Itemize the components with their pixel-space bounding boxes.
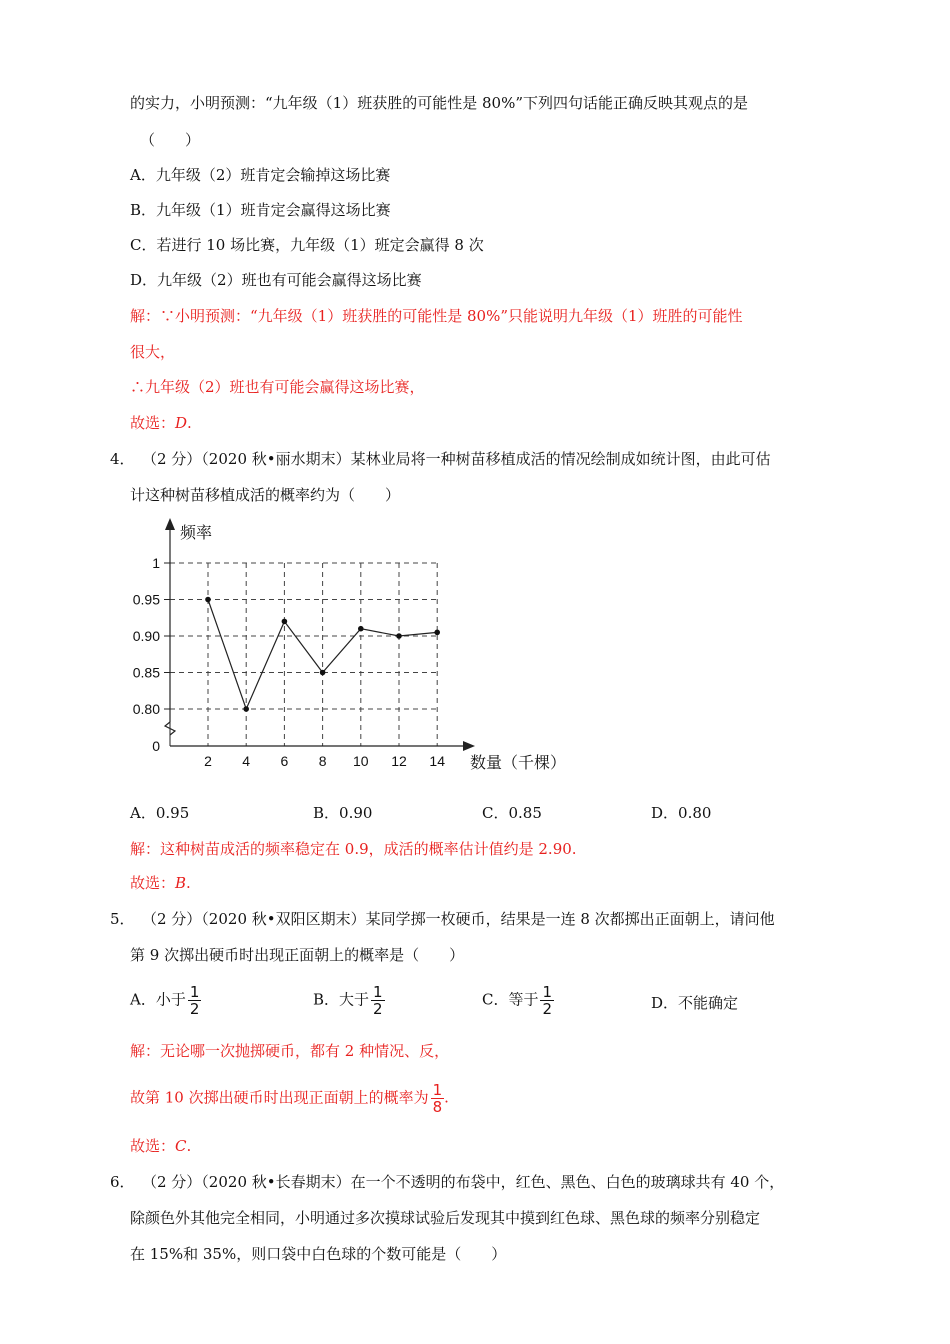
q4-option-c: C．0.85 xyxy=(482,804,542,822)
q3-answer-prefix: 故选： xyxy=(130,414,176,432)
q5-option-c-label: C．等于 xyxy=(482,990,539,1009)
y-tick-label-2: 0.90 xyxy=(132,628,160,644)
q4-stem-line1: （2 分）（2020 秋•丽水期末）某林业局将一种树苗移植成活的情况绘制成如统计图，由此可估 xyxy=(142,450,771,468)
x-tick-label-4: 10 xyxy=(353,753,369,769)
q5-option-c-numerator: 1 xyxy=(542,983,553,1001)
data-point-1 xyxy=(243,706,249,712)
q6-stem-line3: 在 15%和 35%，则口袋中白色球的个数可能是（ ） xyxy=(130,1245,507,1263)
chart-labels xyxy=(133,523,566,772)
q6-number: 6． xyxy=(110,1173,135,1191)
q5-option-b-label: B．大于 xyxy=(313,990,370,1009)
data-point-5 xyxy=(396,633,402,639)
q5-stem-line2: 第 9 次掷出硬币时出现正面朝上的概率是（ ） xyxy=(130,946,465,964)
y-tick-label-3: 0.95 xyxy=(132,591,160,608)
q4-answer-prefix: 故选： xyxy=(130,874,176,892)
q3-option-c: C．若进行 10 场比赛，九年级（1）班定会赢得 8 次 xyxy=(130,236,484,254)
q4-answer-suffix: . xyxy=(186,874,191,892)
x-tick-label-3: 8 xyxy=(318,753,327,769)
q4-answer xyxy=(130,873,191,893)
q5-option-d: D．不能确定 xyxy=(651,994,739,1012)
x-tick-label-5: 12 xyxy=(391,753,407,769)
x-axis-title: 数量（千棵） xyxy=(470,753,567,772)
q3-answer xyxy=(130,413,192,433)
q5-solution-line1: 解：无论哪一次抛掷硬币，都有 2 种情况、反， xyxy=(130,1042,450,1060)
x-tick-label-0: 2 xyxy=(204,753,212,769)
q5-answer-prefix: 故选： xyxy=(130,1137,176,1155)
q4-line-chart xyxy=(130,510,590,775)
q5-solution-line2 xyxy=(130,1082,449,1115)
data-point-2 xyxy=(282,619,288,625)
q5-option-a-numerator: 1 xyxy=(189,983,200,1001)
q5-answer-suffix: . xyxy=(186,1137,192,1155)
q5-option-a-fraction xyxy=(188,984,202,1017)
q3-stem-line2: （ ） xyxy=(140,131,201,149)
q6-stem-line2: 除颜色外其他完全相同，小明通过多次摸球试验后发现其中摸到红色球、黑色球的频率分别稳定 xyxy=(130,1209,761,1227)
q3-option-d: D．九年级（2）班也有可能会赢得这场比赛 xyxy=(130,271,422,289)
q6-stem-line1: （2 分）（2020 秋•长春期末）在一个不透明的布袋中，红色、黑色、白色的玻璃球共有 40 个， xyxy=(142,1173,785,1191)
q5-solution-denominator: 8 xyxy=(432,1098,443,1116)
q5-option-b-denominator: 2 xyxy=(373,1000,383,1018)
q5-option-c xyxy=(482,984,554,1017)
q4-option-d: D．0.80 xyxy=(651,804,712,822)
q5-option-a-denominator: 2 xyxy=(189,1000,200,1018)
q3-solution-line2: 很大， xyxy=(130,343,176,361)
q5-answer-letter: C xyxy=(175,1137,187,1155)
q5-solution-numerator: 1 xyxy=(432,1081,443,1099)
origin-label: 0 xyxy=(152,738,160,754)
q3-stem-line1: 的实力，小明预测：“九年级（1）班获胜的可能性是 80%”下列四句话能正确反映其观点的是 xyxy=(130,94,748,112)
q4-option-b: B．0.90 xyxy=(313,804,373,822)
x-tick-label-1: 4 xyxy=(242,753,251,769)
q5-option-c-denominator: 2 xyxy=(542,1000,553,1018)
data-point-3 xyxy=(320,670,326,676)
q5-answer xyxy=(130,1136,191,1156)
q5-option-b xyxy=(313,984,385,1017)
q5-option-b-numerator: 1 xyxy=(373,983,383,1001)
q4-solution-line1: 解：这种树苗成活的频率稳定在 0.9，成活的概率估计值约是 2.90. xyxy=(130,840,577,858)
y-axis-arrow xyxy=(165,518,175,530)
q5-option-c-fraction xyxy=(540,984,554,1017)
chart-axes xyxy=(165,518,475,751)
q5-solution-fraction xyxy=(431,1082,445,1115)
data-point-0 xyxy=(205,597,211,603)
q3-solution-line3: ∴九年级（2）班也有可能会赢得这场比赛， xyxy=(130,378,425,396)
y-axis-title: 频率 xyxy=(180,523,213,542)
q5-solution-text: 故第 10 次掷出硬币时出现正面朝上的概率为 xyxy=(130,1088,429,1107)
q3-answer-letter: D xyxy=(175,414,188,432)
q3-solution-line1: 解：∵小明预测：“九年级（1）班获胜的可能性是 80%”只能说明九年级（1）班胜的可能性 xyxy=(130,307,743,325)
q5-stem-line1: （2 分）（2020 秋•双阳区期末）某同学掷一枚硬币，结果是一连 8 次都掷出正面朝上，请问他 xyxy=(142,910,775,928)
q5-solution-end: . xyxy=(444,1088,449,1107)
x-tick-label-2: 6 xyxy=(280,753,289,769)
y-tick-label-0: 0.80 xyxy=(132,701,160,717)
q4-option-a: A．0.95 xyxy=(130,804,190,822)
q3-option-a: A．九年级（2）班肯定会输掉这场比赛 xyxy=(130,166,391,184)
x-axis-arrow xyxy=(463,741,475,751)
q3-option-b: B．九年级（1）班肯定会赢得这场比赛 xyxy=(130,201,391,219)
q5-option-a-label: A．小于 xyxy=(130,990,186,1009)
q3-answer-suffix: . xyxy=(187,414,192,432)
q4-answer-letter: B xyxy=(175,874,187,892)
q4-stem-line2: 计这种树苗移植成活的概率约为（ ） xyxy=(130,486,401,504)
x-tick-label-6: 14 xyxy=(429,753,445,769)
data-point-6 xyxy=(434,630,440,636)
q4-number: 4． xyxy=(110,450,135,468)
y-tick-label-1: 0.85 xyxy=(132,664,160,681)
q5-option-b-fraction xyxy=(371,984,385,1017)
q5-option-a xyxy=(130,984,201,1017)
q5-number: 5． xyxy=(110,910,135,928)
y-tick-label-4: 1 xyxy=(152,555,160,571)
chart-grid xyxy=(164,563,437,746)
data-point-4 xyxy=(358,626,364,632)
